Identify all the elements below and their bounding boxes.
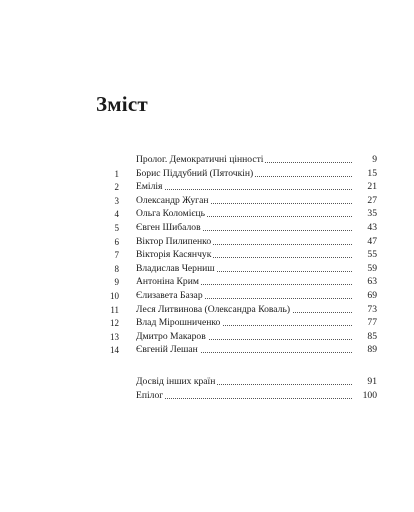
- toc-entry[interactable]: [0, 168, 414, 180]
- toc-entry-title: Досвід інших країн: [136, 376, 352, 388]
- toc-entry[interactable]: [0, 195, 414, 207]
- toc-entry-number: 13: [110, 331, 119, 342]
- toc-entry-title: Емілія: [136, 181, 352, 193]
- toc-entry-page: 27: [367, 194, 377, 206]
- toc-entry[interactable]: [0, 263, 414, 275]
- toc-entry-number: 4: [114, 209, 119, 220]
- toc-entry-title: Євгеній Лешан: [136, 344, 352, 356]
- toc-entry-title: Дмитро Макаров: [136, 331, 352, 343]
- toc-entry-page: 59: [367, 262, 377, 274]
- toc-entry-title: Владислав Черниш: [136, 263, 352, 275]
- toc-entry[interactable]: [0, 390, 414, 402]
- toc-entry-page: 35: [367, 208, 377, 220]
- toc-entry-number: 7: [114, 250, 119, 261]
- toc-entry[interactable]: [0, 249, 414, 261]
- toc-entry-title: Віктор Пилипенко: [136, 236, 352, 248]
- toc-entry-page: 91: [367, 376, 377, 387]
- toc-entry-number: 1: [114, 168, 119, 179]
- toc-entry[interactable]: [0, 344, 414, 356]
- toc-entry[interactable]: [0, 376, 414, 388]
- toc-title: Зміст: [96, 92, 148, 116]
- toc-entry-page: 47: [367, 235, 377, 247]
- toc-entry[interactable]: [0, 181, 414, 193]
- toc-entry-page: 21: [367, 181, 377, 193]
- toc-entry-page: 69: [367, 290, 377, 301]
- toc-entry-page: 55: [367, 249, 377, 261]
- toc-entry[interactable]: [0, 222, 414, 234]
- toc-entry[interactable]: [0, 276, 414, 288]
- toc-entry-title: Влад Мірошниченко: [136, 317, 352, 329]
- toc-entry-number: 5: [114, 223, 119, 233]
- toc-entry-title: Євген Шибалов: [136, 222, 352, 234]
- toc-entry-title: Епілог: [136, 390, 352, 402]
- toc-entry-title: Борис Піддубний (Пяточкін): [136, 168, 352, 180]
- toc-entry[interactable]: [0, 304, 414, 316]
- toc-entry-title: Пролог. Демократичні цінності: [136, 154, 352, 166]
- toc-entry-number: 12: [110, 318, 119, 329]
- toc-entry-number: 3: [114, 195, 119, 206]
- toc-entry-title: Вікторія Касянчук: [136, 249, 352, 261]
- toc-entry-page: 77: [367, 317, 377, 329]
- toc-entry-number: 11: [110, 304, 119, 315]
- toc-entry-title: Антоніна Крим: [136, 276, 352, 288]
- toc-entry-title: Олександр Жуган: [136, 195, 352, 207]
- toc-entry[interactable]: [0, 154, 414, 166]
- toc-entry-page: 85: [367, 330, 377, 342]
- toc-entry[interactable]: [0, 331, 414, 343]
- toc-entry-page: 9: [372, 154, 377, 165]
- toc-entry-number: 10: [110, 291, 119, 301]
- toc-entry-title: Леся Литвинова (Олександра Коваль): [136, 304, 352, 316]
- toc-entry[interactable]: [0, 236, 414, 248]
- toc-entry[interactable]: [0, 317, 414, 329]
- toc-entry-number: 6: [114, 236, 119, 247]
- toc-entry-number: 8: [114, 263, 119, 274]
- toc-entry[interactable]: [0, 208, 414, 220]
- toc-entry-number: 2: [114, 182, 119, 193]
- toc-entry-page: 15: [367, 167, 377, 179]
- toc-entry[interactable]: [0, 290, 414, 302]
- toc-entry-page: 63: [367, 276, 377, 288]
- toc-entry-number: 14: [110, 345, 119, 356]
- toc-entry-page: 73: [367, 303, 377, 315]
- toc-entry-title: Єлизавета Базар: [136, 290, 352, 302]
- toc-entry-page: 100: [362, 389, 377, 401]
- toc-entry-page: 43: [367, 222, 377, 233]
- toc-entry-page: 89: [367, 344, 377, 356]
- toc-entry-number: 9: [114, 277, 119, 288]
- toc-entry-title: Ольга Коломієць: [136, 208, 352, 220]
